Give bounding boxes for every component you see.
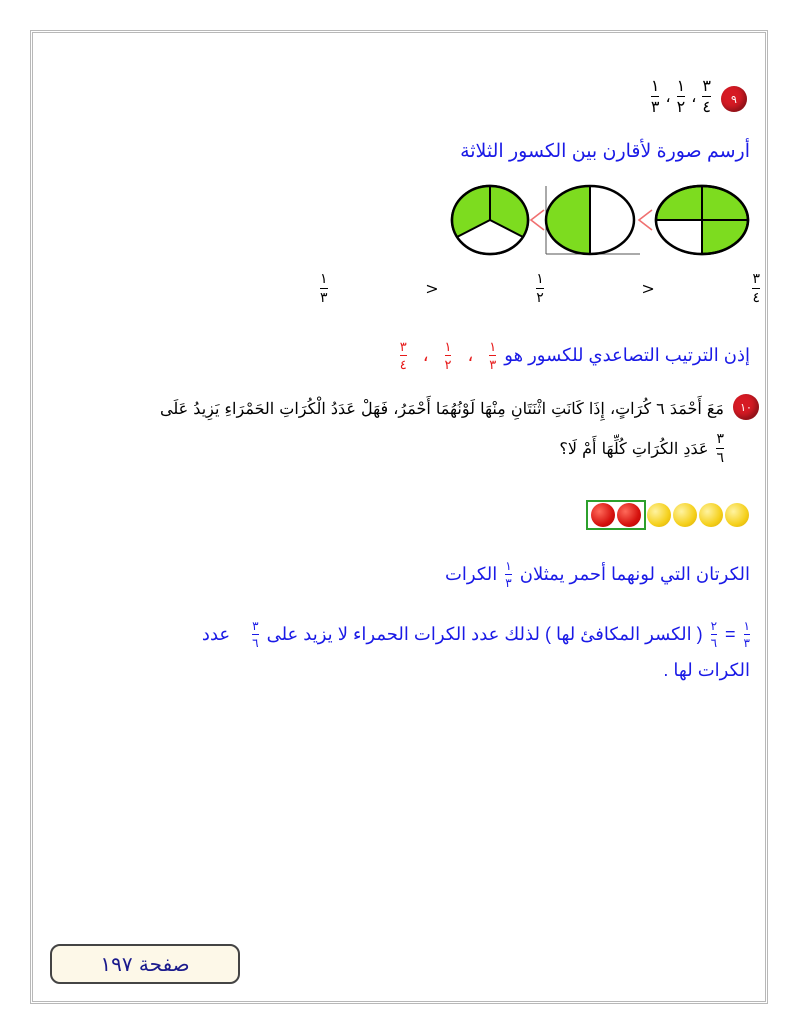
less-than-icon: [639, 210, 652, 230]
yellow-ball-icon: [699, 503, 723, 527]
circle-halves-icon: [546, 186, 640, 254]
q9-instruction: أرسم صورة لأقارن بين الكسور الثلاثة: [460, 141, 750, 162]
fraction: $\frac{١}{٣}$: [743, 619, 750, 650]
fraction: $\frac{٣}{٦}$: [716, 431, 724, 466]
fraction: $\frac{١}{٣}$: [650, 76, 660, 116]
q10-question-line2: [44, 432, 724, 465]
fraction: $\frac{١}{٣}$: [320, 271, 328, 306]
page-number: صفحة ١٩٧: [100, 952, 190, 976]
q9-order-line: [250, 340, 750, 371]
question-text: عَدَدِ الكُرَاتِ كُلِّهَا أَمْ لَا؟: [559, 439, 709, 458]
circle-quarters-icon: [656, 186, 748, 254]
fraction: $\frac{١}{٢}$: [536, 271, 544, 306]
red-ball-icon: [591, 503, 615, 527]
answer-text: الكرات: [444, 564, 498, 584]
less-than-icon: [531, 210, 544, 230]
fraction: $\frac{١}{٢}$: [676, 76, 686, 116]
fraction: $\frac{١}{٣}$: [505, 559, 512, 590]
q10-badge-icon: ١٠: [733, 394, 759, 420]
separator: ،: [467, 345, 474, 365]
less-than-sign: <: [425, 279, 439, 298]
balls-row: [586, 500, 750, 530]
less-than-sign: <: [641, 279, 655, 298]
page-number-badge: [50, 944, 240, 984]
answer-text: ( الكسر المكافئ لها ) لذلك عدد الكرات الحمراء لا يزيد على: [266, 624, 703, 644]
fraction: $\frac{٣}{٤}$: [702, 76, 711, 116]
red-ball-icon: [617, 503, 641, 527]
order-text: إذن الترتيب التصاعدي للكسور هو: [504, 345, 750, 365]
q10-question-line1: مَعَ أَحْمَدَ ٦ كُرَاتٍ، إِذَا كَانَتِ اثْنَتَانِ مِنْهَا لَوْنُهُمَا أَحْمَرُ، فَهَلْ عَدَدُ الْكُرَاتِ الحَمْرَاءِ يَزِيدُ عَلَى: [160, 399, 724, 418]
fraction: $\frac{٣}{٤}$: [752, 271, 760, 306]
q10-answer-line2: [60, 620, 750, 649]
q9-header: [585, 78, 765, 122]
yellow-ball-icon: [725, 503, 749, 527]
red-balls-group: [586, 500, 646, 530]
q9-badge-icon: ٩: [721, 86, 747, 112]
fraction: $\frac{١}{٢}$: [444, 339, 452, 372]
fraction: $\frac{١}{٣}$: [489, 339, 497, 372]
fraction: $\frac{٣}{٦}$: [252, 619, 259, 650]
equals-sign: =: [725, 624, 736, 644]
separator: ،: [691, 87, 697, 106]
circle-thirds-icon: [452, 186, 528, 254]
fraction-circles-drawing: [440, 180, 760, 260]
separator: ،: [422, 345, 429, 365]
q9-fractions: [651, 78, 711, 115]
separator: ،: [665, 87, 671, 106]
answer-text: عدد: [201, 624, 231, 644]
yellow-ball-icon: [647, 503, 671, 527]
q10-answer-line3: الكرات لها .: [663, 660, 750, 680]
answer-text: الكرتان التي لونهما أحمر يمثلان: [519, 564, 750, 584]
q9-comparison: [320, 272, 760, 305]
q10-answer-line1: [150, 560, 750, 589]
fraction: $\frac{٢}{٦}$: [710, 619, 718, 650]
fraction: $\frac{٣}{٤}$: [399, 339, 407, 372]
yellow-ball-icon: [673, 503, 697, 527]
